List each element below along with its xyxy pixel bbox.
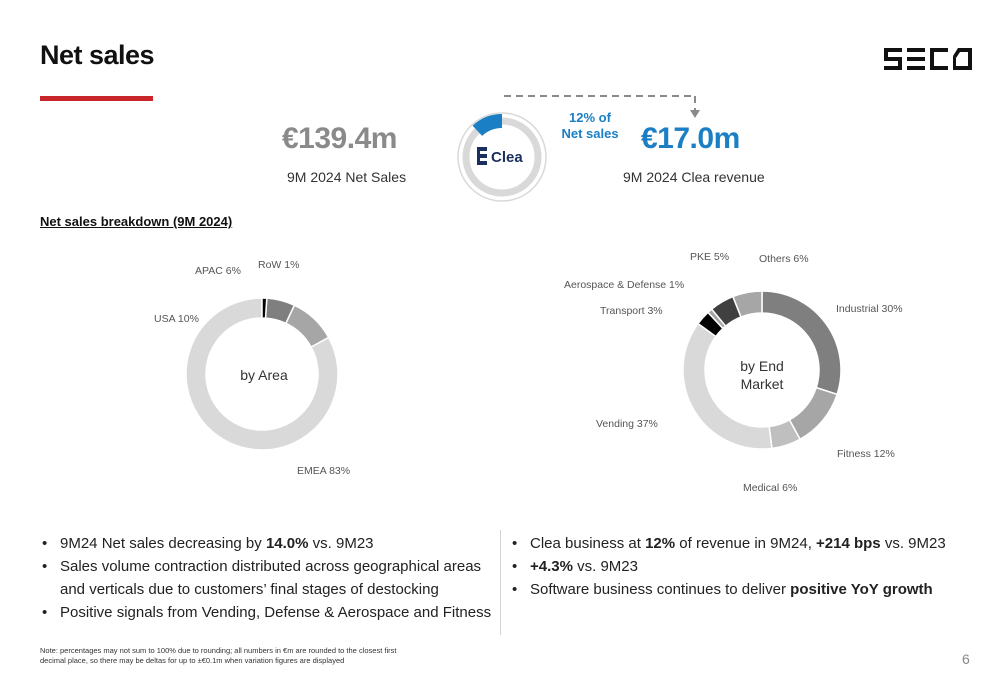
slice-label-fitness: Fitness 12% [837, 448, 895, 460]
page-number: 6 [962, 651, 970, 667]
slice-label-aerospace: Aerospace & Defense 1% [564, 279, 685, 291]
end-market-center-label: by End Market [740, 358, 784, 392]
column-divider [500, 530, 501, 635]
net-sales-value: €139.4m [282, 122, 397, 155]
slice-label-vending: Vending 37% [596, 418, 658, 430]
slice-label-medical: Medical 6% [743, 482, 798, 494]
area-center-label: by Area [240, 367, 288, 383]
clea-share-line1: 12% of [569, 110, 611, 125]
slice-label-others: Others 6% [759, 253, 809, 265]
left-bullet-list [40, 532, 495, 624]
clea-revenue-value: €17.0m [641, 122, 740, 155]
right-bullet-list [510, 532, 960, 601]
footnote: Note: percentages may not sum to 100% due to rounding; all numbers in €m are rounded to the closest first decimal place, so there may be deltas for up to ±€0.1m when variation figures are displayed [40, 646, 397, 665]
slice-label-pke: PKE 5% [690, 251, 730, 263]
slice-label-usa: USA 10% [154, 313, 199, 325]
clea-logo-text: Clea [491, 149, 523, 166]
breakdown-title: Net sales breakdown (9M 2024) [40, 214, 233, 229]
right-bullet-3: • Software business continues to deliver positive YoY growth [510, 578, 960, 601]
donut-area-slice-1 [286, 305, 329, 347]
clea-share-line2: Net sales [561, 126, 619, 141]
right-bullet-1: • Clea business at 12% of revenue in 9M24, +214 bps vs. 9M23 [510, 532, 960, 555]
slice-label-apac: APAC 6% [195, 265, 241, 277]
slice-label-emea: EMEA 83% [297, 465, 351, 477]
donut-area-slice-3 [262, 298, 267, 318]
left-bullet-2: • Sales volume contraction distributed across geographical areas and verticals due to customers’ final stages of destocking [40, 555, 495, 601]
clea-revenue-label: 9M 2024 Clea revenue [623, 169, 765, 185]
right-bullet-2: • +4.3% vs. 9M23 [510, 555, 960, 578]
page-title: Net sales [40, 40, 155, 70]
left-bullet-3: • Positive signals from Vending, Defense & Aerospace and Fitness [40, 601, 495, 624]
slice-label-transport: Transport 3% [600, 305, 663, 317]
slice-label-row: RoW 1% [258, 259, 300, 271]
slice-label-industrial: Industrial 30% [836, 303, 903, 315]
left-bullet-1: • 9M24 Net sales decreasing by 14.0% vs. 9M23 [40, 532, 495, 555]
net-sales-label: 9M 2024 Net Sales [287, 169, 407, 185]
